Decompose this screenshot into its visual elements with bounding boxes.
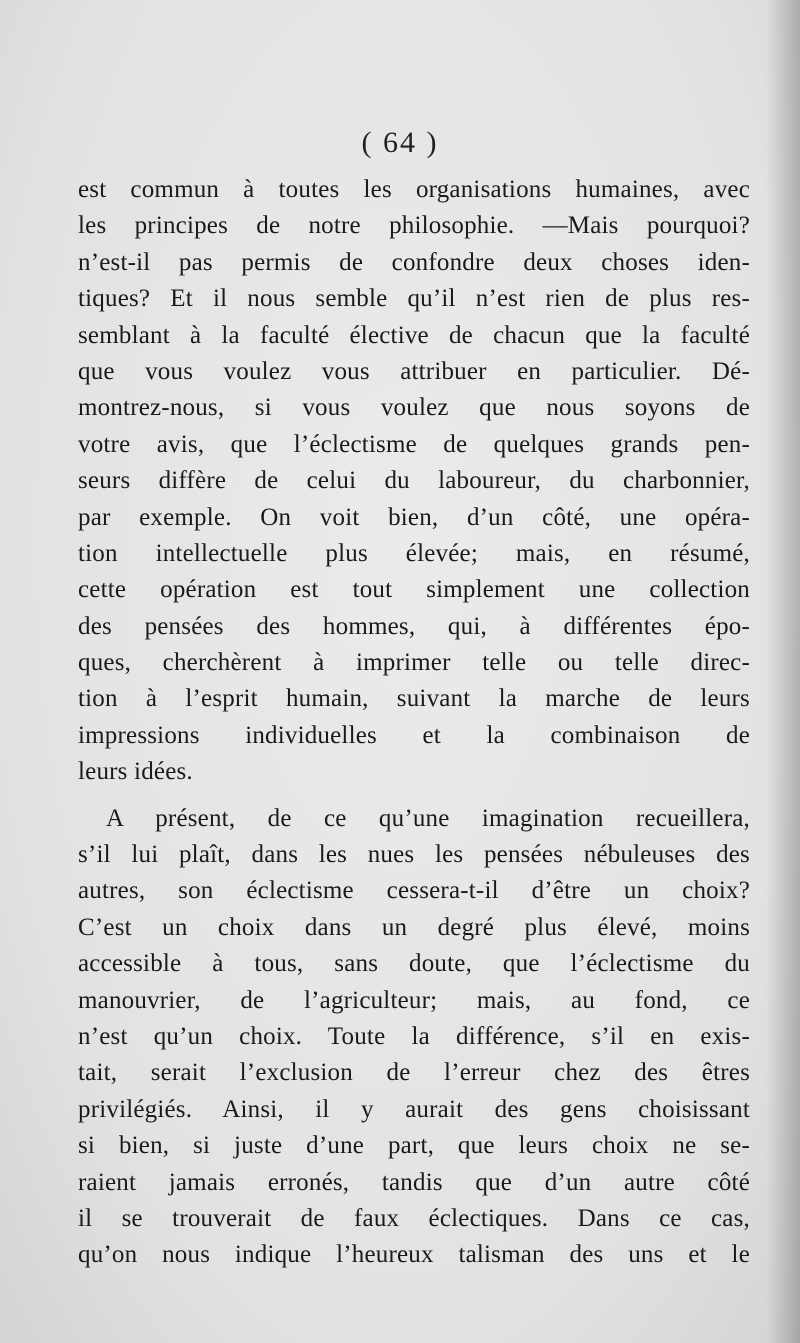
text-line: tait, serait l’exclusion de l’erreur chez des êtres xyxy=(78,1059,750,1087)
text-line: accessible à tous, sans doute, que l’éclectisme du xyxy=(78,950,750,978)
text-line: A présent, de ce qu’une imagination recueillera, xyxy=(106,804,750,832)
text-line: tion à l’esprit humain, suivant la marche de leurs xyxy=(78,685,750,713)
text-line: manouvrier, de l’agriculteur; mais, au fond, ce xyxy=(78,986,750,1014)
text-line: que vous voulez vous attribuer en particulier. Dé- xyxy=(78,357,750,385)
text-line: n’est qu’un choix. Toute la différence, s’il en exis- xyxy=(78,1022,750,1050)
text-line: est commun à toutes les organisations humaines, avec xyxy=(78,176,750,203)
text-line: tion intellectuelle plus élevée; mais, en résumé, xyxy=(78,539,750,567)
text-line: montrez-nous, si vous voulez que nous soyons de xyxy=(78,394,750,422)
text-line: si bien, si juste d’une part, que leurs choix ne se- xyxy=(78,1132,750,1160)
text-line: autres, son éclectisme cessera-t-il d’être un choix? xyxy=(78,877,750,905)
text-line: cette opération est tout simplement une collection xyxy=(78,576,750,604)
text-line: les principes de notre philosophie. —Mais pourquoi? xyxy=(78,212,750,240)
text-line: semblant à la faculté élective de chacun que la faculté xyxy=(78,321,750,349)
body-text xyxy=(78,172,750,1274)
paragraph xyxy=(78,801,750,1274)
page-number: ( 64 ) xyxy=(361,126,439,159)
text-line: privilégiés. Ainsi, il y aurait des gens choisissant xyxy=(78,1095,750,1123)
text-line: des pensées des hommes, qui, à différentes épo- xyxy=(78,612,750,640)
paragraph xyxy=(78,172,750,791)
text-line: ques, cherchèrent à imprimer telle ou telle direc- xyxy=(78,649,750,677)
text-line: raient jamais erronés, tandis que d’un autre côté xyxy=(78,1168,750,1196)
text-line: il se trouverait de faux éclectiques. Dans ce cas, xyxy=(78,1204,750,1232)
text-line: qu’on nous indique l’heureux talisman des uns et le xyxy=(78,1241,750,1269)
paragraph-gap xyxy=(78,791,750,801)
text-line: C’est un choix dans un degré plus élevé, moins xyxy=(78,913,750,941)
text-line: s’il lui plaît, dans les nues les pensées nébuleuses des xyxy=(78,841,750,869)
text-line: votre avis, que l’éclectisme de quelques grands pen- xyxy=(78,430,750,458)
text-line: tiques? Et il nous semble qu’il n’est rien de plus res- xyxy=(78,285,750,313)
text-line: seurs diffère de celui du laboureur, du charbonnier, xyxy=(78,467,750,495)
page-edge-shadow xyxy=(766,0,800,1343)
text-line: leurs idées. xyxy=(78,758,193,786)
text-line: impressions individuelles et la combinaison de xyxy=(78,721,750,749)
text-line: par exemple. On voit bien, d’un côté, une opéra- xyxy=(78,503,750,531)
text-line: n’est-il pas permis de confondre deux choses iden- xyxy=(78,248,750,276)
